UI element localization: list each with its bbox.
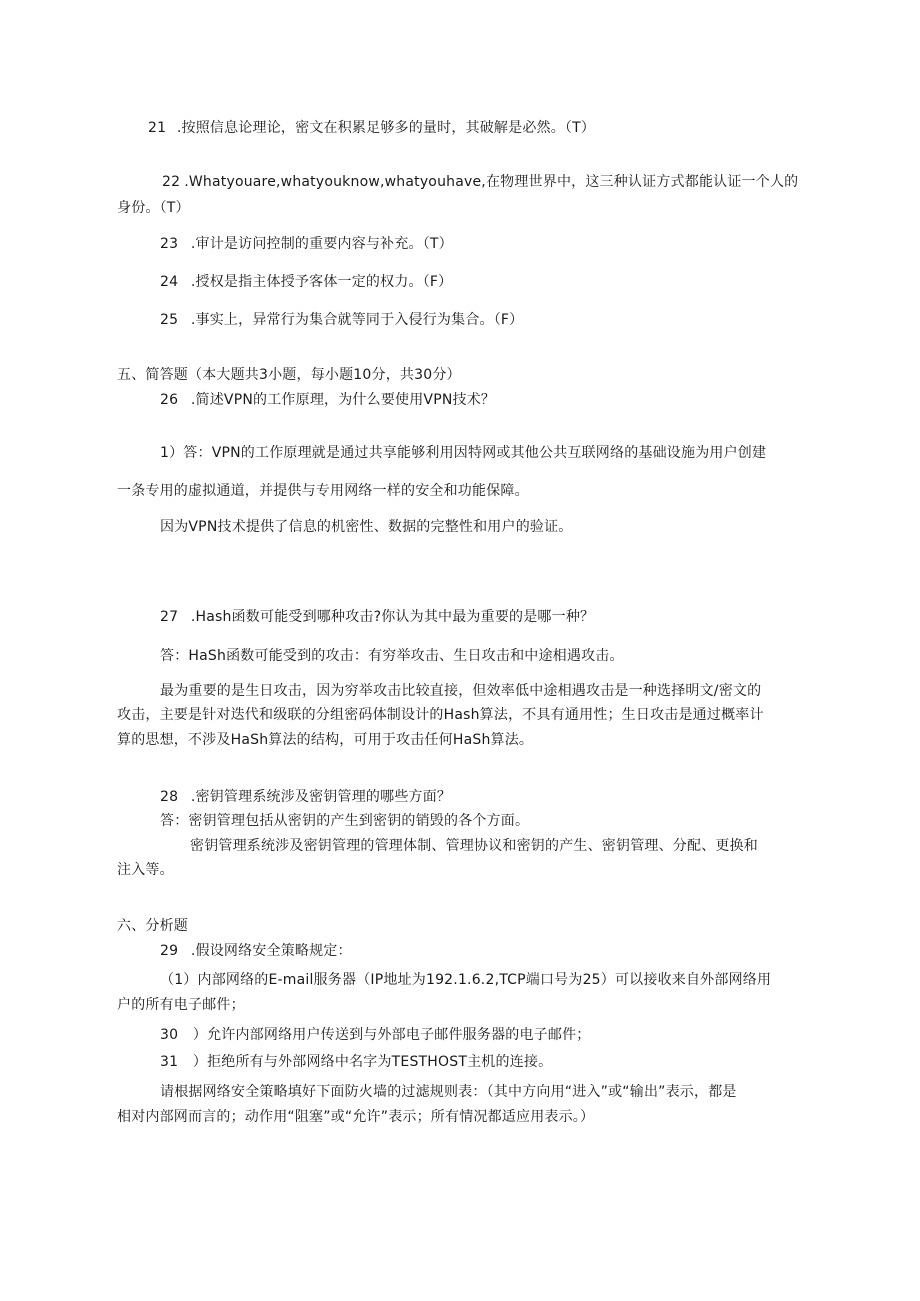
tf-item-24	[160, 272, 452, 292]
question-text: .假设网络安全策略规定：	[190, 943, 352, 959]
question-text: .Hash函数可能受到哪种攻击?你认为其中最为重要的是哪一种？	[190, 609, 595, 625]
item-number: 24	[160, 274, 179, 290]
item-number: 25	[160, 312, 179, 328]
item-text: .事实上，异常行为集合就等同于入侵行为集合。（F）	[190, 312, 524, 328]
rule-text: ）拒绝所有与外部网络中名字为TESTHOST主机的连接。	[192, 1054, 553, 1070]
item-number: 21	[148, 120, 167, 136]
answer-27-line-4: 算的思想，不涉及HaSh算法的结构，可用于攻击任何HaSh算法。	[117, 732, 534, 748]
instruction-line-2: 相对内部网而言的；动作用“阻塞”或“允许”表示；所有情况都适应用表示。）	[117, 1109, 595, 1125]
question-26	[160, 390, 495, 410]
question-number: 27	[160, 609, 179, 625]
question-number: 29	[160, 943, 179, 959]
rule-text: ）允许内部网络用户传送到与外部电子邮件服务器的电子邮件；	[192, 1027, 591, 1043]
question-29	[160, 941, 352, 961]
answer-26-line-2: 一条专用的虚拟通道，并提供与专用网络一样的安全和功能保障。	[117, 483, 529, 499]
answer-28-line-3: 注入等。	[117, 862, 174, 878]
item-text: .Whatyouare,whatyouknow,whatyouhave,在物理世界中，这三种认证方式都能认证一个人的	[184, 174, 799, 190]
section-heading-analysis: 六、分析题	[117, 918, 188, 934]
policy-rule-1-line-2: 户的所有电子邮件；	[117, 997, 245, 1013]
answer-27-line-2: 最为重要的是生日攻击，因为穷举攻击比较直接，但效率低中途相遇攻击是一种选择明文/密文的	[160, 683, 762, 699]
tf-item-22	[162, 172, 798, 192]
question-number: 26	[160, 392, 179, 408]
answer-26-line-3: 因为VPN技术提供了信息的机密性、数据的完整性和用户的验证。	[160, 519, 573, 535]
question-text: .简述VPN的工作原理，为什么要使用VPN技术？	[190, 392, 496, 408]
answer-26-line-1: 1）答：VPN的工作原理就是通过共享能够利用因特网或其他公共互联网络的基础设施为用户创建	[160, 445, 767, 461]
answer-28-line-1: 答：密钥管理包括从密钥的产生到密钥的销毁的各个方面。	[160, 813, 530, 829]
question-text: .密钥管理系统涉及密钥管理的哪些方面？	[190, 789, 452, 805]
question-28	[160, 787, 451, 807]
question-number: 28	[160, 789, 179, 805]
tf-item-21	[148, 118, 595, 138]
rule-number: 31	[160, 1054, 179, 1070]
item-number: 22	[162, 174, 181, 190]
tf-item-25	[160, 310, 523, 330]
item-text: .授权是指主体授予客体一定的权力。（F）	[190, 274, 453, 290]
tf-item-22-continuation: 身份。（T）	[117, 200, 190, 216]
item-text: .按照信息论理论，密文在积累足够多的量时，其破解是必然。（T）	[176, 120, 596, 136]
rule-number: 30	[160, 1027, 179, 1043]
answer-28-line-2: 密钥管理系统涉及密钥管理的管理体制、管理协议和密钥的产生、密钥管理、分配、更换和	[190, 838, 758, 854]
policy-rule-3	[160, 1052, 552, 1072]
item-text: .审计是访问控制的重要内容与补充。（T）	[190, 236, 453, 252]
policy-rule-1-line-1: （1）内部网络的E-mail服务器（IP地址为192.1.6.2,TCP端口号为25）可以接收来自外部网络用	[160, 972, 772, 988]
policy-rule-2	[160, 1025, 590, 1045]
question-27	[160, 607, 594, 627]
answer-27-line-1: 答：HaSh函数可能受到的攻击：有穷举攻击、生日攻击和中途相遇攻击。	[160, 648, 624, 664]
instruction-line-1: 请根据网络安全策略填好下面防火墙的过滤规则表：（其中方向用“进入”或“输出”表示，都是	[160, 1084, 737, 1100]
answer-27-line-3: 攻击，主要是针对迭代和级联的分组密码体制设计的Hash算法，不具有通用性；生日攻击是通过概率计	[117, 707, 764, 723]
item-number: 23	[160, 236, 179, 252]
section-heading-short-answer: 五、简答题（本大题共3小题，每小题10分，共30分）	[117, 367, 461, 383]
tf-item-23	[160, 234, 453, 254]
